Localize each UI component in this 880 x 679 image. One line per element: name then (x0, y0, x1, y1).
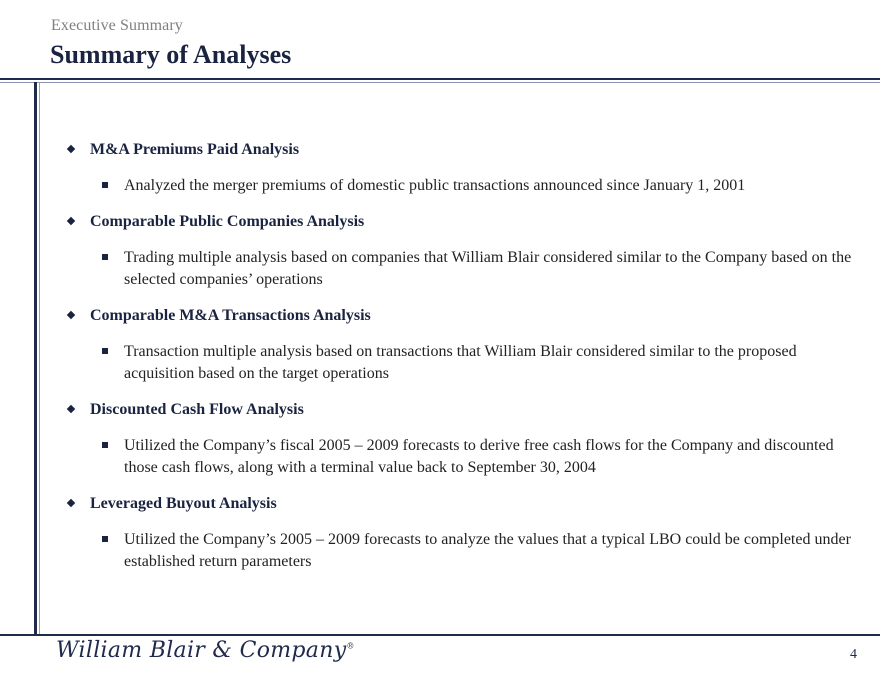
analysis-heading (66, 140, 866, 160)
square-bullet-icon (102, 536, 108, 542)
analysis-heading-text: Discounted Cash Flow Analysis (90, 401, 304, 418)
analysis-description (66, 247, 866, 291)
analysis-description-text: Utilized the Company’s fiscal 2005 – 2009 forecasts to derive free cash flows for the Company and discounted those cash flows, along with a terminal value back to September 30, 2004 (124, 437, 834, 476)
page-number: 4 (850, 647, 857, 662)
analysis-heading (66, 400, 866, 420)
analysis-description (66, 175, 866, 197)
analysis-heading (66, 306, 866, 326)
section-subtitle: Executive Summary (51, 17, 183, 34)
analysis-item (66, 400, 866, 479)
left-margin-bar-thin (39, 82, 40, 635)
company-logo-text: William Blair & Company (56, 638, 347, 663)
analysis-item (66, 494, 866, 573)
diamond-bullet-icon (67, 405, 75, 413)
square-bullet-icon (102, 442, 108, 448)
analysis-item (66, 140, 866, 197)
analysis-heading-text: M&A Premiums Paid Analysis (90, 141, 300, 158)
left-margin-bar (34, 82, 37, 635)
analyses-list (66, 140, 866, 573)
analysis-item (66, 212, 866, 291)
header-rule (0, 78, 880, 80)
analysis-description (66, 435, 866, 479)
page-title: Summary of Analyses (50, 40, 292, 69)
company-logo (56, 638, 355, 663)
diamond-bullet-icon (67, 217, 75, 225)
registered-mark: ® (346, 641, 355, 651)
analysis-description-text: Transaction multiple analysis based on transactions that William Blair considered similar to the proposed acquisition based on the target operations (124, 343, 797, 382)
analysis-description (66, 341, 866, 385)
analysis-heading (66, 212, 866, 232)
analysis-heading-text: Leveraged Buyout Analysis (90, 495, 277, 512)
analysis-description-text: Trading multiple analysis based on companies that William Blair considered similar to the Company based on the selected companies’ operations (124, 249, 852, 288)
analysis-item (66, 306, 866, 385)
analysis-description-text: Utilized the Company’s 2005 – 2009 forecasts to analyze the values that a typical LBO could be completed under established return parameters (124, 531, 851, 570)
analysis-heading-text: Comparable Public Companies Analysis (90, 213, 365, 230)
header-rule-thin (0, 82, 880, 83)
diamond-bullet-icon (67, 311, 75, 319)
square-bullet-icon (102, 348, 108, 354)
square-bullet-icon (102, 254, 108, 260)
footer-rule (0, 634, 880, 636)
page-header (0, 0, 880, 80)
analysis-heading-text: Comparable M&A Transactions Analysis (90, 307, 371, 324)
diamond-bullet-icon (67, 145, 75, 153)
square-bullet-icon (102, 182, 108, 188)
analysis-heading (66, 494, 866, 514)
analysis-description-text: Analyzed the merger premiums of domestic public transactions announced since January 1, 2001 (124, 177, 746, 194)
diamond-bullet-icon (67, 499, 75, 507)
analysis-description (66, 529, 866, 573)
